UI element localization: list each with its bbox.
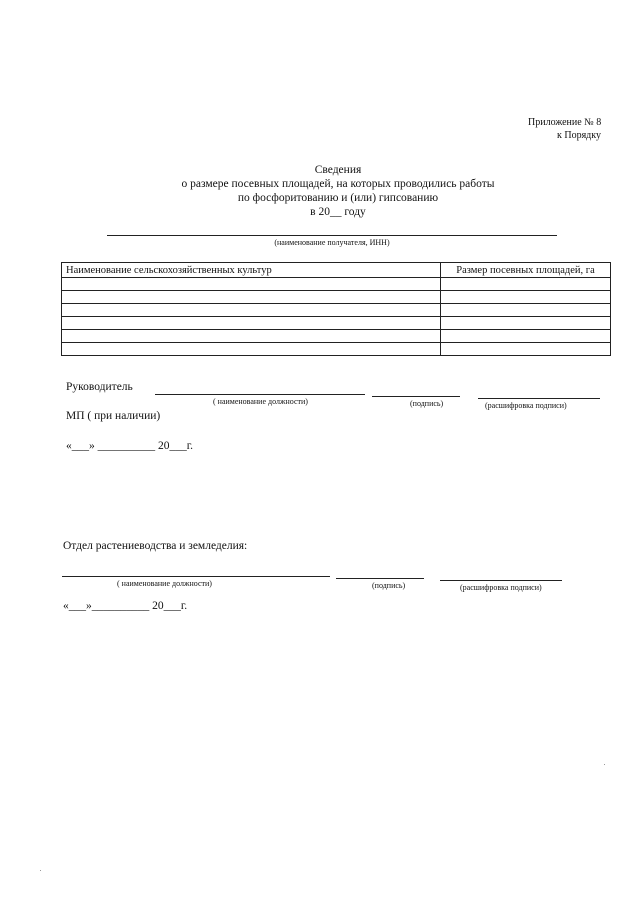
recipient-caption: (наименование получателя, ИНН): [274, 238, 390, 247]
table-cell[interactable]: [441, 304, 611, 317]
dept-signature-caption: (подпись): [372, 581, 406, 590]
header-area: Размер посевных площадей, га: [441, 263, 611, 278]
table-header-row: [62, 263, 611, 278]
table-cell[interactable]: [62, 317, 441, 330]
title-line-3: по фосфоритованию и (или) гипсованию: [237, 192, 439, 204]
title-line-2: о размере посевных площадей, на которых проводились работы: [181, 178, 495, 190]
stamp-label: МП ( при наличии): [66, 410, 161, 422]
table-cell[interactable]: [62, 278, 441, 291]
table-cell[interactable]: [441, 317, 611, 330]
dept-decoding-caption: (расшифровка подписи): [460, 583, 542, 592]
head-signature-caption: (подпись): [410, 399, 444, 408]
dept-decoding-line[interactable]: [440, 580, 562, 581]
table-cell[interactable]: [62, 330, 441, 343]
table-cell[interactable]: [441, 278, 611, 291]
table-row: [62, 291, 611, 304]
appendix-number: Приложение № 8: [528, 117, 602, 128]
table-cell[interactable]: [441, 330, 611, 343]
head-date: «___» __________ 20___г.: [66, 440, 194, 452]
table-row: [62, 304, 611, 317]
table-row: [62, 278, 611, 291]
table-cell[interactable]: [441, 343, 611, 356]
crops-table: [61, 262, 611, 356]
table-cell[interactable]: [62, 291, 441, 304]
dept-position-line[interactable]: [62, 576, 330, 577]
head-signature-line[interactable]: [372, 396, 460, 397]
head-position-caption: ( наименование должности): [213, 397, 308, 406]
scan-speck: [604, 764, 605, 765]
header-crops: Наименование сельскохозяйственных культур: [62, 263, 441, 278]
head-position-line[interactable]: [155, 394, 365, 395]
head-decoding-line[interactable]: [478, 398, 600, 399]
table-cell[interactable]: [62, 304, 441, 317]
table-cell[interactable]: [441, 291, 611, 304]
table-row: [62, 330, 611, 343]
appendix-order: к Порядку: [557, 130, 601, 141]
scan-speck: [40, 870, 41, 871]
head-decoding-caption: (расшифровка подписи): [485, 401, 567, 410]
department-label: Отдел растениеводства и земледелия:: [63, 540, 248, 552]
title-line-4: в 20__ году: [310, 206, 366, 218]
document-title: [0, 163, 640, 219]
recipient-line: [107, 235, 557, 236]
head-label: Руководитель: [66, 381, 133, 393]
table-row: [62, 343, 611, 356]
table-row: [62, 317, 611, 330]
dept-date: «___»__________ 20___г.: [63, 600, 188, 612]
title-line-1: Сведения: [314, 164, 362, 176]
dept-position-caption: ( наименование должности): [117, 579, 212, 588]
dept-signature-line[interactable]: [336, 578, 424, 579]
table-cell[interactable]: [62, 343, 441, 356]
